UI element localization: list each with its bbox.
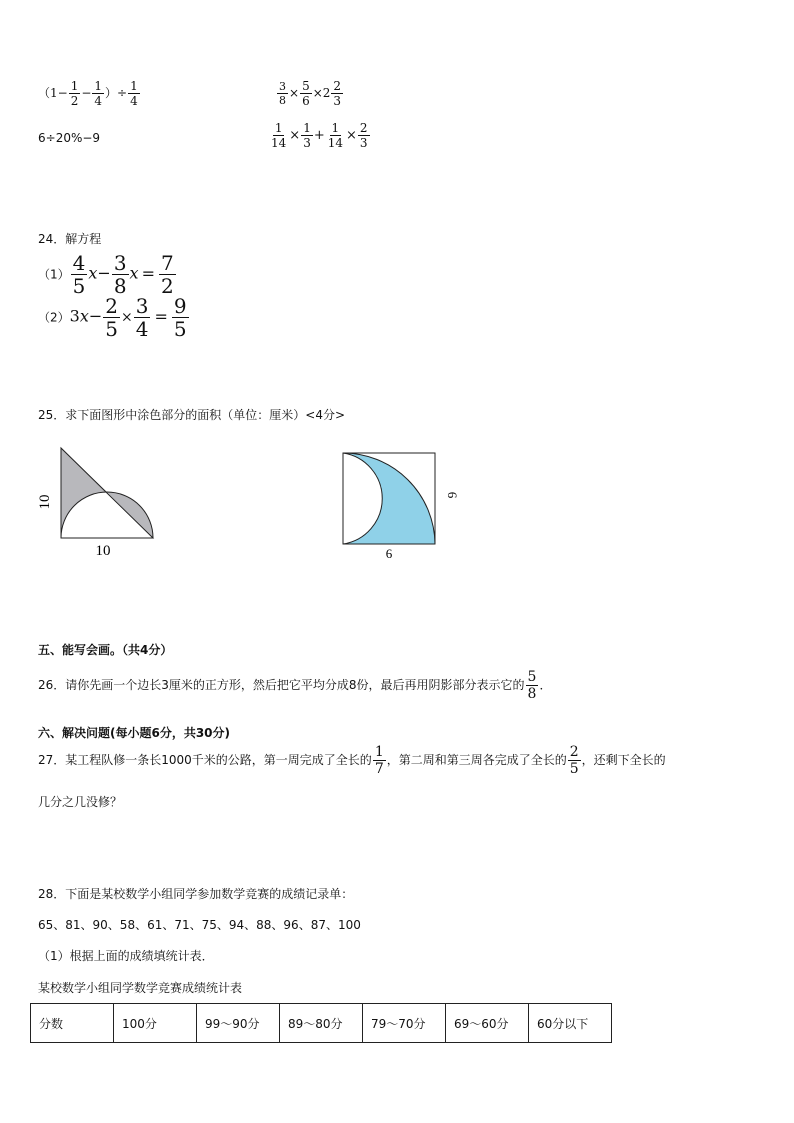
- q27: [38, 745, 666, 776]
- numerator: 5: [527, 669, 537, 685]
- q25-figure-1: [30, 440, 170, 560]
- q25-title: 25．求下面图形中涂色部分的面积（单位：厘米）<4分>: [38, 408, 346, 422]
- q28-scores: 65、81、90、58、61、71、75、94、88、96、87、100: [38, 918, 361, 932]
- fraction: [326, 122, 345, 149]
- equation-label: （1）: [38, 267, 70, 282]
- variable-x: x: [129, 263, 139, 283]
- numerator: 9: [173, 294, 187, 318]
- fraction: [373, 745, 386, 776]
- numerator: 3: [113, 251, 127, 275]
- numerator: 2: [105, 294, 118, 318]
- table-header-cell: 89～80分: [280, 1004, 363, 1043]
- denominator: 4: [130, 94, 138, 108]
- side-length-label: 6: [445, 491, 460, 499]
- fraction: [526, 670, 539, 701]
- equals-sign: =: [141, 263, 155, 283]
- coefficient: 3: [69, 306, 80, 326]
- table-header-cell: 分数: [31, 1004, 114, 1043]
- numerator: 2: [333, 79, 342, 93]
- denominator: 5: [173, 317, 187, 341]
- q27-text: ，还剩下全长的: [581, 753, 666, 767]
- fraction: [301, 122, 313, 149]
- denominator: 3: [359, 136, 368, 150]
- denominator: 2: [70, 94, 79, 108]
- variable-x: x: [79, 306, 89, 326]
- numerator: 3: [135, 294, 149, 318]
- numerator: 1: [331, 121, 340, 135]
- times-sign: ×: [289, 128, 301, 143]
- numerator: 5: [302, 79, 310, 93]
- q27-line-2: 几分之几没修？: [38, 795, 123, 809]
- numerator: 1: [374, 744, 384, 760]
- denominator: 14: [327, 136, 344, 150]
- fraction: [134, 296, 151, 339]
- expr-1: [38, 80, 141, 107]
- denominator: 3: [333, 94, 342, 108]
- minus-sign: −: [97, 263, 111, 283]
- expr-4: [268, 122, 371, 149]
- minus-sign: −: [88, 306, 103, 326]
- q24-equation-2: [38, 296, 190, 339]
- numerator: 4: [72, 251, 86, 275]
- fraction: [159, 253, 176, 296]
- expr-3: 6÷20%−9: [38, 131, 101, 145]
- times-sign: ×: [121, 309, 133, 326]
- q28-subquestion-1: （1）根据上面的成绩填统计表．: [38, 949, 214, 963]
- expr1-open: （1−: [38, 86, 68, 100]
- table-header-cell: 60分以下: [529, 1004, 612, 1043]
- numerator: 1: [94, 79, 103, 93]
- denominator: 4: [94, 94, 103, 108]
- numerator: 1: [274, 121, 283, 135]
- numerator: 1: [130, 79, 138, 93]
- q27-text: 27．某工程队修一条长1000千米的公路，第一周完成了全长的: [38, 753, 372, 767]
- fraction: [172, 296, 189, 339]
- bottom-length-label: 10: [95, 543, 111, 559]
- fraction: [92, 80, 104, 107]
- section-5-title: 五、能写会画。（共4分）: [38, 643, 173, 657]
- bottom-length-label: 6: [385, 546, 393, 561]
- side-length-label: 10: [37, 494, 53, 510]
- fraction: [331, 80, 343, 107]
- q26: [38, 670, 551, 701]
- denominator: 8: [113, 274, 127, 298]
- denominator: 5: [72, 274, 86, 298]
- fraction: [358, 122, 370, 149]
- table-header-cell: 79～70分: [363, 1004, 446, 1043]
- q24-title: 24．解方程: [38, 232, 102, 246]
- times-sign: ×: [346, 128, 357, 143]
- fraction: [71, 253, 88, 296]
- fraction: [128, 80, 140, 107]
- denominator: 14: [271, 136, 287, 150]
- q24-equation-1: [38, 253, 177, 296]
- q28-table-title: 某校数学小组同学数学竞赛成绩统计表: [38, 981, 243, 995]
- numerator: 2: [569, 744, 579, 760]
- denominator: 5: [569, 761, 579, 777]
- denominator: 7: [374, 761, 384, 777]
- equals-sign: =: [154, 306, 168, 326]
- fraction: [568, 745, 581, 776]
- shaded-region: [61, 448, 107, 538]
- table-header-cell: 69～60分: [446, 1004, 529, 1043]
- table-header-cell: 100分: [114, 1004, 197, 1043]
- denominator: 4: [135, 317, 149, 341]
- fraction: [277, 81, 288, 106]
- fraction: [269, 122, 288, 149]
- numerator: 1: [303, 121, 311, 135]
- times-sign: ×2: [312, 86, 331, 100]
- denominator: 6: [302, 94, 310, 108]
- expr1-close: ）÷: [105, 86, 128, 100]
- times-sign: ×: [289, 86, 300, 100]
- denominator: 8: [527, 686, 537, 702]
- fraction: [300, 80, 312, 107]
- fraction: [69, 80, 81, 107]
- fraction: [103, 296, 120, 339]
- expr-2: [276, 80, 344, 107]
- numerator: 1: [70, 79, 79, 93]
- q26-end: ．: [539, 678, 552, 692]
- table-row: [31, 1004, 612, 1043]
- denominator: 5: [105, 317, 118, 341]
- q28-title: 28．下面是某校数学小组同学参加数学竞赛的成绩记录单：: [38, 887, 354, 901]
- table-header-cell: 99～90分: [197, 1004, 280, 1043]
- fraction: [112, 253, 129, 296]
- plus-sign: +: [313, 128, 325, 143]
- denominator: 8: [279, 94, 286, 107]
- q25-figure-2: [335, 445, 465, 565]
- shaded-region: [343, 453, 435, 544]
- numerator: 2: [359, 121, 368, 135]
- q27-text: ，第二周和第三周各完成了全长的: [386, 753, 567, 767]
- section-6-title: 六、解决问题(每小题6分，共30分): [38, 726, 231, 740]
- numerator: 3: [279, 80, 286, 93]
- minus-sign: −: [81, 86, 92, 100]
- denominator: 3: [303, 136, 311, 150]
- q26-text: 26．请你先画一个边长3厘米的正方形，然后把它平均分成8份，最后再用阴影部分表示它的: [38, 678, 525, 692]
- variable-x: x: [88, 263, 98, 283]
- denominator: 2: [160, 274, 174, 298]
- numerator: 7: [160, 251, 174, 275]
- score-statistics-table: [30, 1003, 612, 1043]
- equation-label: （2）: [38, 310, 70, 325]
